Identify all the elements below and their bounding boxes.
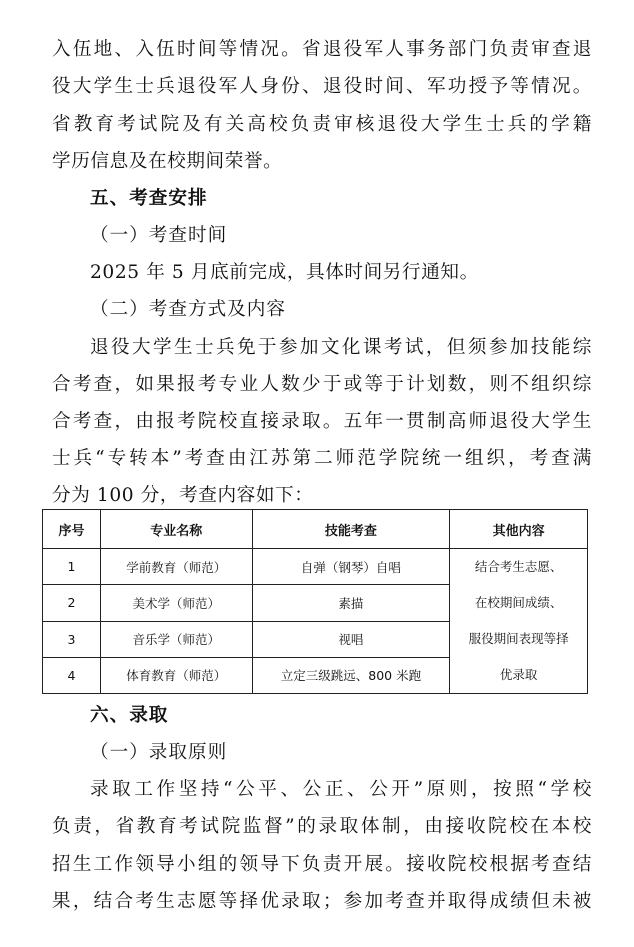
paragraph-line: 役大学生士兵退役军人身份、退役时间、军功授予等情况。 xyxy=(52,76,592,97)
paragraph-line: 省教育考试院及有关高校负责审核退役大学生士兵的学籍 xyxy=(52,114,592,135)
cell-index: 4 xyxy=(43,657,101,693)
paragraph-line: 退役大学生士兵免于参加文化课考试，但须参加技能综 xyxy=(90,337,592,358)
subheading-exam-time: （一）考查时间 xyxy=(90,225,228,246)
paragraph-line: 入伍地、入伍时间等情况。省退役军人事务部门负责审查退 xyxy=(52,39,592,60)
section-heading-5: 五、考查安排 xyxy=(90,188,208,209)
cell-major: 学前教育（师范） xyxy=(100,549,252,585)
other-content-line: 优录取 xyxy=(499,667,538,682)
cell-skill: 视唱 xyxy=(252,621,450,657)
paragraph-line: 负责，省教育考试院监督”的录取体制，由接收院校在本校 xyxy=(52,816,592,837)
paragraph-line: 果，结合考生志愿等择优录取；参加考查并取得成绩但未被 xyxy=(52,891,592,912)
other-content-line: 在校期间成绩、 xyxy=(474,595,563,610)
cell-major: 美术学（师范） xyxy=(100,585,252,621)
paragraph-line: 士兵“专转本”考查由江苏第二师范学院统一组织，考查满 xyxy=(52,448,592,469)
other-content-line: 服役期间表现等择 xyxy=(468,631,569,646)
other-content-line: 结合考生志愿、 xyxy=(474,559,563,574)
header-other: 其他内容 xyxy=(450,510,588,549)
paragraph-line: 招生工作领导小组的领导下负责开展。接收院校根据考查结 xyxy=(52,854,592,875)
header-skill: 技能考查 xyxy=(252,510,450,549)
cell-major: 体育教育（师范） xyxy=(100,657,252,693)
cell-skill: 素描 xyxy=(252,585,450,621)
skill-assessment-table xyxy=(42,509,588,694)
subheading-admission-principle: （一）录取原则 xyxy=(90,742,228,763)
table-row xyxy=(43,549,588,585)
cell-other-content xyxy=(450,549,588,694)
header-index: 序号 xyxy=(43,510,101,549)
cell-major: 音乐学（师范） xyxy=(100,621,252,657)
cell-index: 1 xyxy=(43,549,101,585)
paragraph-line: 合考查，如果报考专业人数少于或等于计划数，则不组织综 xyxy=(52,374,592,395)
header-major: 专业名称 xyxy=(100,510,252,549)
paragraph-line: 分为 100 分，考查内容如下： xyxy=(52,485,314,506)
exam-time-text: 2025 年 5 月底前完成，具体时间另行通知。 xyxy=(90,262,479,283)
section-heading-6: 六、录取 xyxy=(90,705,169,726)
subheading-exam-method: （二）考查方式及内容 xyxy=(90,299,286,320)
cell-skill: 自弹（钢琴）自唱 xyxy=(252,549,450,585)
table-header-row xyxy=(43,510,588,549)
cell-index: 2 xyxy=(43,585,101,621)
paragraph-line: 学历信息及在校期间荣誉。 xyxy=(52,151,283,172)
cell-skill: 立定三级跳远、800 米跑 xyxy=(252,657,450,693)
paragraph-line: 合考查，由报考院校直接录取。五年一贯制高师退役大学生 xyxy=(52,411,592,432)
cell-index: 3 xyxy=(43,621,101,657)
paragraph-line: 录取工作坚持“公平、公正、公开”原则，按照“学校 xyxy=(90,779,592,800)
